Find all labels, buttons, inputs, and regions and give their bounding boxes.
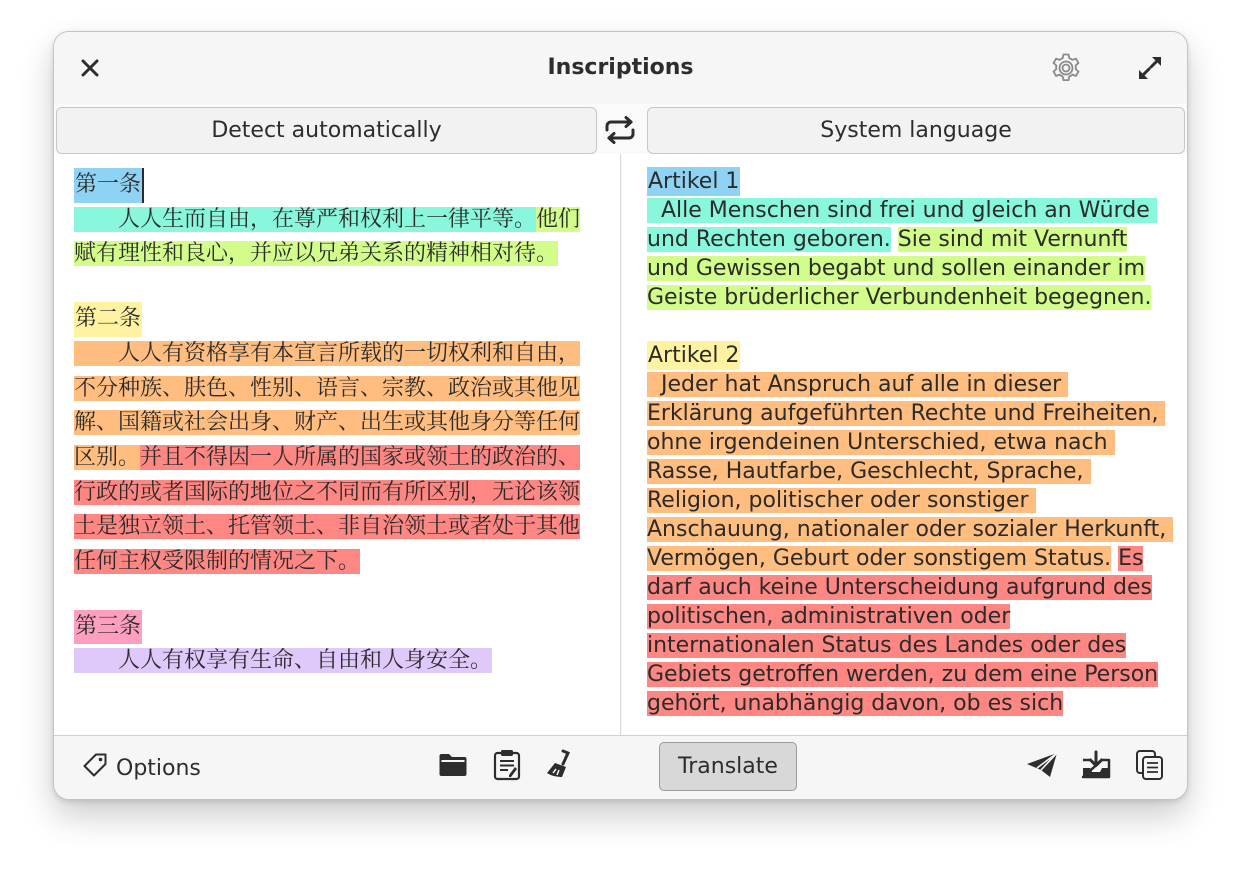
translated-heading-article-2: Artikel 2 [648,343,740,368]
source-sentence-2-1: 人人有资格享有本宣言所载的一切权利和自由，不分种族、肤色、性别、语言、宗教、政治或其他见解、国籍或社会出身、财产、出生或其他身分等任何区别。 [74,340,581,470]
translated-text [647,167,1172,718]
broom-clear-icon [544,749,572,786]
settings-button[interactable] [1044,50,1088,90]
app-window [53,31,1188,800]
save-button[interactable] [1079,750,1113,784]
translate-button[interactable]: Translate [659,742,797,791]
paste-button[interactable] [490,750,524,784]
title-bar [54,32,1187,104]
send-icon [1026,751,1058,784]
share-button[interactable] [1025,750,1059,784]
tag-icon [82,752,108,784]
window-title: Inscriptions [547,55,694,80]
expand-icon [1137,55,1163,86]
download-icon [1081,750,1111,785]
source-sentence-2-2: 并且不得因一人所属的国家或领土的政治的、行政的或者国际的地位之不同而有所区别，无论该领土是独立领土、托管领土、非自治领土或者处于其他任何主权受限制的情况之下。 [74,444,581,575]
source-heading-article-2: 第二条 [74,302,142,337]
translation-view [622,154,1187,735]
source-text[interactable] [74,168,594,679]
folder-icon [438,752,468,783]
source-sentence-3-1: 人人有权享有生命、自由和人身安全。 [74,648,493,674]
translated-sentence-1-2: Sie sind mit Vernunft und Gewissen begabt und sollen einander im Geiste brüderlicher Verbundenheit begegnen. [647,227,1152,310]
options-label: Options [116,755,201,781]
translated-sentence-2-1: Jeder hat Anspruch auf alle in dieser Erklärung aufgeführten Rechte und Freiheiten, ohne irgendeinen Unterschied, etwa nach Rasse, Hautfarbe, Geschlecht, Sprache, Religion, politischer oder sonstiger Anschauung, nationaler oder sozialer Herkunft, Vermögen, Geburt oder sonstigem Status. [647,372,1174,571]
translated-heading-article-1: Artikel 1 [648,169,740,194]
swap-languages-button[interactable] [599,112,641,152]
copy-icon [1135,749,1165,786]
options-button[interactable] [82,752,201,784]
source-heading-article-3: 第三条 [74,610,142,645]
target-language-selector[interactable]: System language [647,107,1185,154]
source-sentence-1-2: 他们赋有理性和良心，并应以兄弟关系的精神相对待。 [74,206,581,267]
swap-arrows-icon [604,116,636,149]
translated-sentence-2-2: Es darf auch keine Unterscheidung aufgrund des politischen, administrativen oder internationalen Status des Landes oder des Gebiets getroffen werden, zu dem eine Person gehört, unabhängig davon, ob es sich [647,546,1159,716]
translated-sentence-1-1: Alle Menschen sind frei und gleich an Würde und Rechten geboren. [647,198,1157,252]
source-sentence-1-1: 人人生而自由，在尊严和权利上一律平等。 [74,206,537,232]
source-text-editor[interactable] [54,154,620,735]
pane-divider [620,154,621,799]
source-language-selector[interactable]: Detect automatically [56,107,597,154]
copy-button[interactable] [1133,750,1167,784]
clipboard-paste-icon [493,749,521,786]
fullscreen-button[interactable] [1128,50,1172,90]
footer-toolbar [54,736,1187,799]
source-heading-article-1: 第一条 [74,168,144,203]
clear-button[interactable] [541,750,575,784]
gear-icon [1049,51,1083,90]
open-file-button[interactable] [436,750,470,784]
